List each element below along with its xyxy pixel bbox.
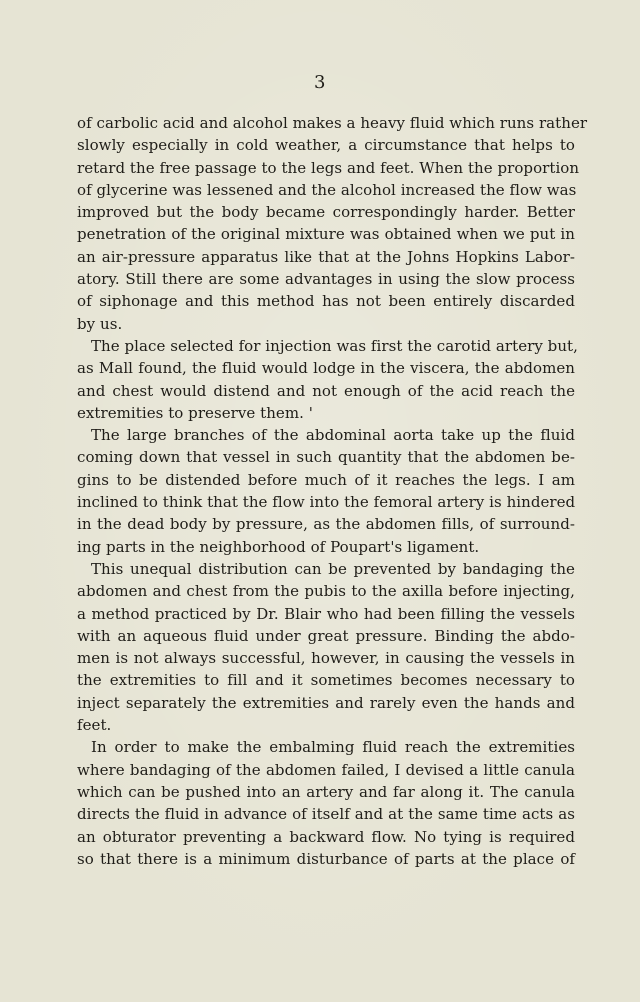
text-line: so that there is a minimum disturbance of parts at the place of [77,849,575,868]
page-number: 3 [314,72,326,93]
paragraph-first-line: This unequal distribution can be prevented by bandaging the [91,559,575,578]
text-line: as Mall found, the fluid would lodge in the viscera, the abdomen [77,359,575,378]
text-line: gins to be distended before much of it reaches the legs. I am [77,470,575,489]
text-line: an air-pressure apparatus like that at the Johns Hopkins Labor- [77,247,575,266]
text-line: retard the free passage to the legs and feet. When the proportion [77,158,580,177]
text-line: in the dead body by pressure, as the abdomen fills, of surround- [77,515,575,534]
text-line: feet. [77,716,112,735]
paragraph-first-line: The place selected for injection was first the carotid artery but, [91,336,578,355]
text-line: an obturator preventing a backward flow. No tying is required [77,827,575,846]
paragraph-first-line: The large branches of the abdominal aorta take up the fluid [91,426,575,445]
text-line: where bandaging of the abdomen failed, I devised a little canula [77,760,575,779]
text-line: abdomen and chest from the pubis to the axilla before injecting, [77,582,575,601]
text-line: penetration of the original mixture was obtained when we put in [77,225,575,244]
text-line: which can be pushed into an artery and far along it. The canula [77,782,575,801]
text-line: of glycerine was lessened and the alcohol increased the flow was [77,180,577,199]
text-line: with an aqueous fluid under great pressure. Binding the abdo- [77,626,575,645]
text-line: improved but the body became correspondingly harder. Better [77,203,575,222]
paragraph-first-line: In order to make the embalming fluid reach the extremities [91,738,575,757]
text-line: a method practiced by Dr. Blair who had been filling the vessels [77,604,575,623]
text-line: by us. [77,314,123,333]
text-line: atory. Still there are some advantages in using the slow process [77,270,575,289]
text-line: men is not always successful, however, in causing the vessels in [77,649,575,668]
text-line: and chest would distend and not enough of the acid reach the [77,381,575,400]
text-line: coming down that vessel in such quantity that the abdomen be- [77,448,575,467]
text-line: of siphonage and this method has not been entirely discarded [77,292,575,311]
text-line: inject separately the extremities and rarely even the hands and [77,693,575,712]
text-line: inclined to think that the flow into the femoral artery is hindered [77,493,576,512]
text-line: slowly especially in cold weather, a circumstance that helps to [77,136,575,155]
text-line: the extremities to fill and it sometimes becomes necessary to [77,671,575,690]
text-line: of carbolic acid and alcohol makes a heavy fluid which runs rather [77,114,588,132]
text-line: extremities to preserve them. ' [77,403,313,422]
text-line: ing parts in the neighborhood of Poupart's ligament. [77,537,480,556]
text-line: directs the fluid in advance of itself and at the same time acts as [77,805,575,824]
body-text [77,112,588,870]
